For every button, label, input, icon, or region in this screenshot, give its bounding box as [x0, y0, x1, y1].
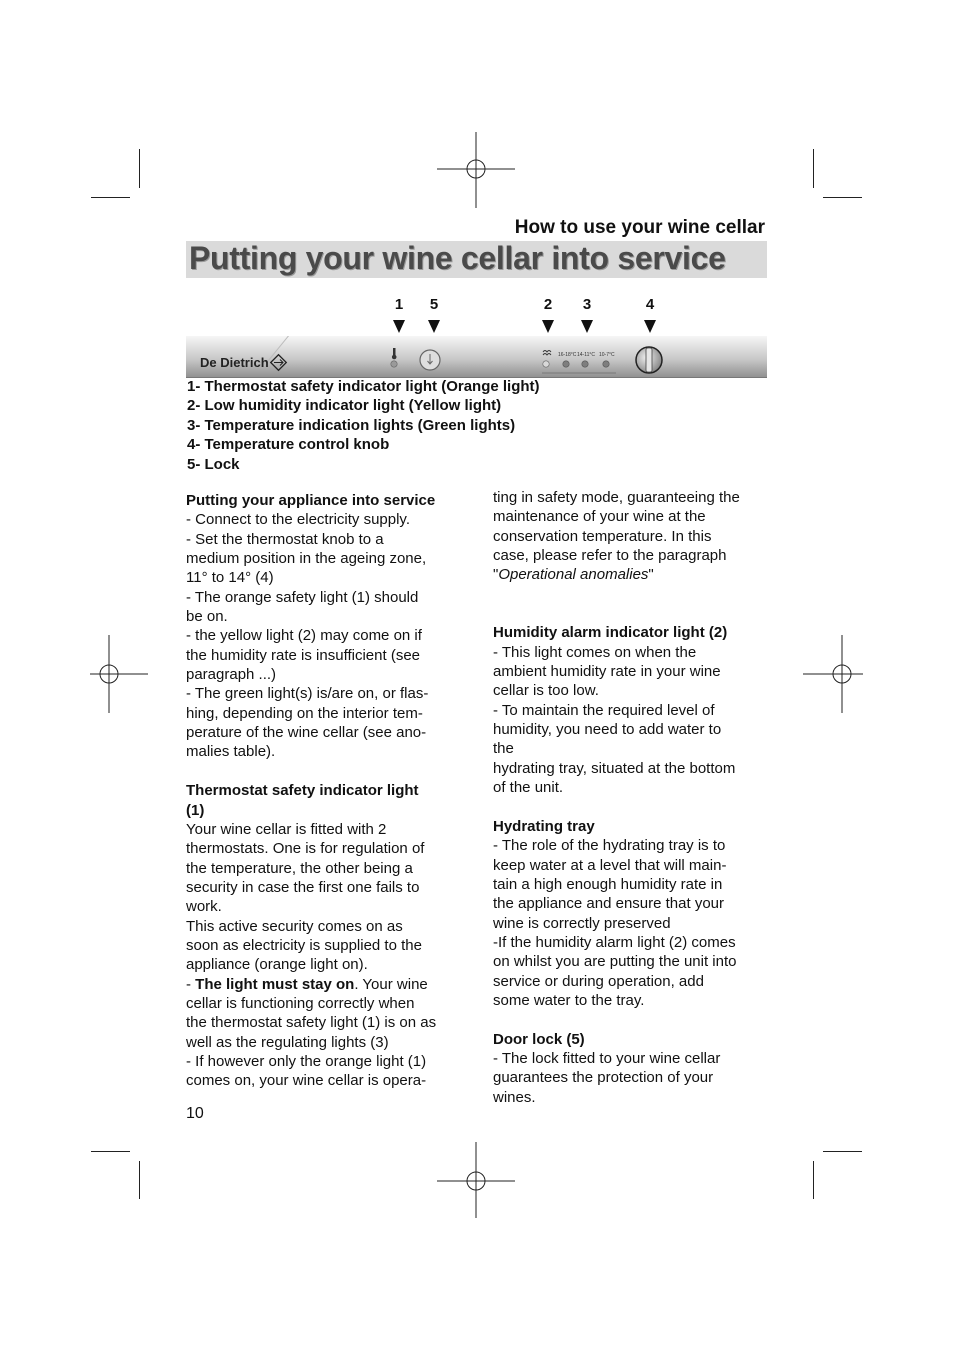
callout-number: 3 [582, 296, 592, 313]
temperature-indicator-light [582, 361, 588, 367]
body-line: the [493, 740, 514, 758]
body-line: keep water at a level that will main- [493, 856, 727, 874]
arrow-down-icon [581, 320, 593, 333]
body-line: service or during operation, add [493, 972, 704, 990]
control-panel-illustration [186, 336, 767, 378]
crop-mark [823, 1151, 862, 1152]
legend-item: 5- Lock [187, 455, 240, 473]
body-line: cellar is functioning correctly when [186, 994, 415, 1012]
body-line: wines. [493, 1088, 536, 1106]
body-line: guarantees the protection of your [493, 1069, 714, 1087]
body-line [186, 975, 436, 994]
body-line: appliance (orange light on). [186, 956, 368, 974]
body-text: . Your wine [354, 975, 428, 993]
body-line: the appliance and ensure that your [493, 895, 724, 913]
body-line: hing, depending on the interior tem- [186, 704, 423, 722]
crop-mark [823, 197, 862, 198]
emphasis-text: The light must stay on [195, 975, 355, 993]
temperature-indicator-light [603, 361, 609, 367]
body-line: the temperature, the other being a [186, 859, 413, 877]
body-line: medium position in the ageing zone, [186, 550, 427, 568]
body-line: well as the regulating lights (3) [186, 1033, 389, 1051]
safety-indicator-light [391, 361, 397, 367]
body-line: be on. [186, 608, 228, 626]
crop-mark [139, 149, 140, 188]
body-line: - If however only the orange light (1) [186, 1052, 427, 1070]
body-line: conservation temperature. In this [493, 527, 712, 545]
body-line: work. [186, 898, 222, 916]
brand-logo-text: De Dietrich [200, 355, 269, 370]
section-heading: (1) [186, 801, 205, 819]
page-title: Putting your wine cellar into service [189, 240, 726, 276]
callout-number: 2 [543, 296, 553, 313]
body-line: comes on, your wine cellar is opera- [186, 1072, 427, 1090]
registration-mark-icon [437, 1142, 515, 1220]
legend-item: 1- Thermostat safety indicator light (Orange light) [187, 378, 540, 395]
legend-item: 2- Low humidity indicator light (Yellow light) [187, 397, 502, 415]
body-line: hydrating tray, situated at the bottom [493, 759, 736, 777]
legend-item: 4- Temperature control knob [187, 436, 390, 454]
temperature-label: 14-11°C [577, 352, 596, 358]
body-line: humidity, you need to add water to [493, 721, 722, 739]
body-line: of the unit. [493, 779, 564, 797]
body-line: ting in safety mode, guaranteeing the [493, 489, 740, 506]
body-text: - [186, 975, 196, 993]
body-text: " [493, 566, 499, 584]
callout-number: 1 [394, 296, 404, 313]
emphasis-text: Operational anomalies [498, 566, 649, 584]
page-number: 10 [186, 1105, 204, 1122]
body-line: 11° to 14° (4) [186, 569, 274, 587]
body-line: case, please refer to the paragraph [493, 547, 727, 565]
crop-mark [91, 1151, 130, 1152]
temperature-indicator-light [563, 361, 569, 367]
body-line: cellar is too low. [493, 682, 599, 700]
component-legend [187, 377, 540, 474]
legend-item: 3- Temperature indication lights (Green lights) [187, 416, 516, 434]
section-header: How to use your wine cellar [514, 217, 765, 238]
arrow-down-icon [393, 320, 405, 333]
body-line: the thermostat safety light (1) is on as [186, 1014, 437, 1032]
body-line: Your wine cellar is fitted with 2 [186, 820, 387, 838]
body-line: the humidity rate is insufficient (see [186, 646, 421, 664]
body-line: malies table). [186, 743, 276, 761]
body-line: thermostats. One is for regulation of [186, 840, 425, 858]
left-column [186, 491, 436, 1091]
crop-mark [813, 1161, 814, 1199]
arrow-down-icon [644, 320, 656, 333]
section-heading: Putting your appliance into service [186, 492, 436, 509]
body-line: - The lock fitted to your wine cellar [493, 1049, 721, 1067]
callout-number: 5 [429, 296, 439, 313]
body-line: maintenance of your wine at the [493, 508, 706, 526]
title-banner [186, 241, 767, 278]
body-line: soon as electricity is supplied to the [186, 936, 422, 954]
body-line: - the yellow light (2) may come on if [186, 627, 422, 645]
body-line: -If the humidity alarm light (2) comes [493, 933, 736, 951]
section-heading: Humidity alarm indicator light (2) [493, 624, 728, 642]
body-line: - To maintain the required level of [493, 701, 715, 719]
knob-grip [646, 348, 652, 372]
body-line: - The green light(s) is/are on, or flas- [186, 685, 429, 703]
body-line: perature of the wine cellar (see ano- [186, 724, 427, 742]
registration-mark-icon [803, 635, 881, 713]
registration-mark-icon [437, 130, 515, 208]
registration-mark-icon [70, 635, 148, 713]
body-line: security in case the first one fails to [186, 878, 420, 896]
arrow-down-icon [542, 320, 554, 333]
body-line: some water to the tray. [493, 991, 645, 1009]
arrow-down-icon [428, 320, 440, 333]
body-line: wine is correctly preserved [493, 914, 671, 932]
crop-mark [91, 197, 130, 198]
temperature-label: 10-7°C [599, 352, 615, 358]
body-line: ambient humidity rate in your wine [493, 663, 721, 681]
body-line: - Set the thermostat knob to a [186, 530, 384, 548]
body-line: on whilst you are putting the unit into [493, 953, 737, 971]
body-line: This active security comes on as [186, 917, 403, 935]
body-line: - This light comes on when the [493, 643, 697, 661]
body-line: - The role of the hydrating tray is to [493, 837, 726, 855]
right-column [493, 488, 740, 1107]
body-line: tain a high enough humidity rate in [493, 875, 723, 893]
body-line: - Connect to the electricity supply. [186, 511, 410, 529]
crop-mark [813, 149, 814, 188]
temperature-label: 16-18°C [558, 352, 577, 358]
section-heading: Thermostat safety indicator light [186, 782, 419, 800]
humidity-indicator-light [543, 361, 549, 367]
crop-mark [139, 1161, 140, 1199]
section-heading: Hydrating tray [493, 817, 595, 835]
callout-number: 4 [645, 296, 655, 313]
body-text: " [648, 566, 654, 584]
body-line: - The orange safety light (1) should [186, 588, 419, 606]
section-heading: Door lock (5) [493, 1030, 585, 1048]
body-line [493, 565, 740, 584]
body-line: paragraph ...) [186, 666, 277, 684]
